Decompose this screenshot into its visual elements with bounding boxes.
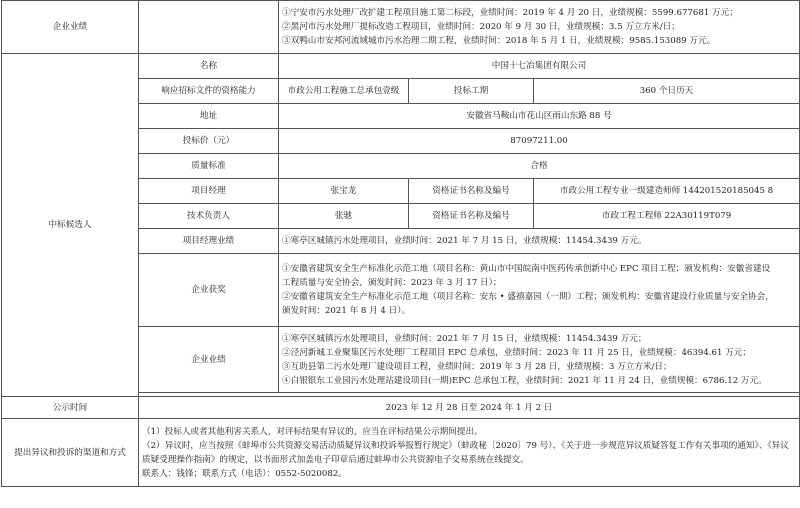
- pm-cert-label: 资格证书名称及编号: [409, 179, 534, 204]
- pm-performance-value: ①寒亭区城镇污水处理项目，业绩时间：2021 年 7 月 15 日，业绩规模：11454.3439 万元。: [279, 229, 800, 254]
- objection-row: [2, 419, 800, 487]
- top-performance-item: ③双鸭山市安邦河流域城市污水治理二期工程，业绩时间：2018 年 5 月 1 日，业绩规模：9585.153089 万元。: [282, 36, 716, 46]
- award-line: ②安徽省建筑安全生产标准化示范工地（项目名称：安东 • 盛禧嘉园（一期）工程；颁发机构：安徽省建设行业质量与安全协会，: [282, 292, 774, 302]
- address-value: 安徽省马鞍山市花山区雨山东路 88 号: [279, 104, 800, 129]
- price-value: 87097211.00: [279, 129, 800, 154]
- pm-performance-label: 项目经理业绩: [139, 229, 279, 254]
- pm-cert-value: 市政公用工程专业一级建造师师 144201520185045 8: [534, 179, 800, 204]
- qualification-label: 响应招标文件的资格能力: [139, 79, 279, 104]
- top-performance-item: ②黑河市污水处理厂提标改造工程项目，业绩时间：2020 年 9 月 30 日，业绩规模：3.5 万立方米/日；: [282, 22, 680, 32]
- performance-item: ①寒亭区城镇污水处理项目，业绩时间：2021 年 7 月 15 日，业绩规模：11454.3439 万元；: [282, 333, 647, 344]
- tech-lead-value: 张驰: [279, 204, 409, 229]
- tech-lead-label: 技术负责人: [139, 204, 279, 229]
- name-value: 中国十七冶集团有限公司: [279, 54, 800, 79]
- awards-label: 企业获奖: [139, 254, 279, 327]
- address-label: 地址: [139, 104, 279, 129]
- objection-line: （2）异议时，应当按照《蚌埠市公共资源交易活动质疑异议和投诉举报暂行规定》（蚌政秘〔2020〕79 号）、《关于进一步规范异议质疑答复工作有关事项的通知》、《异议质疑受理操作指南》的规定，以书面形式加盖电子印章后通过蚌埠市公共资源电子交易系统在线提交。: [142, 440, 789, 465]
- project-manager-label: 项目经理: [139, 179, 279, 204]
- qualification-value: 市政公用工程施工总承包壹级: [279, 79, 409, 104]
- awards-list: [279, 254, 800, 327]
- objection-line: （1）投标人或者其他利害关系人，对评标结果有异议的，应当在评标结果公示期间提出。: [142, 426, 483, 437]
- publicity-label: 公示时间: [2, 397, 139, 419]
- name-row: [2, 54, 800, 79]
- candidate-section-label: 中标候选人: [2, 54, 139, 397]
- top-performance-sublabel: [139, 1, 279, 54]
- bid-result-table: [1, 0, 800, 487]
- price-label: 投标价（元）: [139, 129, 279, 154]
- award-line: 颁发时间：2021 年 8 月 4 日）。: [282, 306, 411, 316]
- tech-cert-label: 资格证书名称及编号: [409, 204, 534, 229]
- top-performance-list: [279, 1, 800, 54]
- objection-label: 提出异议和投诉的渠道和方式: [2, 419, 139, 487]
- company-performance-list: [279, 327, 800, 393]
- quality-value: 合格: [279, 154, 800, 179]
- period-label: 投标工期: [409, 79, 534, 104]
- project-manager-value: 张宝龙: [279, 179, 409, 204]
- top-performance-label: 企业业绩: [2, 1, 139, 54]
- period-value: 360 个日历天: [534, 79, 800, 104]
- tech-cert-value: 市政工程工程师 22A30119T079: [534, 204, 800, 229]
- performance-item: ④白银银东工业园污水处理站建设项目(一期)EPC 总承包工程，业绩时间：2021 年 11 月 24 日，业绩规模：6786.12 万元。: [282, 375, 767, 386]
- objection-line: 联系人：钱锋；联系方式（电话）：0552-5020082。: [142, 468, 347, 479]
- performance-item: ②泾河新城工业聚集区污水处理厂工程项目 EPC 总承包，业绩时间：2023 年 11 月 25 日，业绩规模：46394.61 万元；: [282, 347, 751, 358]
- performance-item: ③互助县第二污水处理厂建设项目工程，业绩时间：2019 年 3 月 28 日，业绩规模：3 万立方米/日；: [282, 361, 672, 372]
- objection-text: [139, 419, 800, 487]
- company-performance-label: 企业业绩: [139, 327, 279, 393]
- publicity-value: 2023 年 12 月 28 日至 2024 年 1 月 2 日: [139, 397, 800, 419]
- award-line: ①安徽省建筑安全生产标准化示范工地（项目名称：黄山市中国皖南中医药传承创新中心 EPC 项目工程；颁发机构：安徽省建设: [282, 264, 771, 274]
- publicity-row: [2, 397, 800, 419]
- top-performance-item: ①宁安市污水处理厂改扩建工程项目施工第二标段，业绩时间：2019 年 4 月 20 日，业绩规模：5599.677681 万元；: [282, 8, 738, 18]
- company-performance-top-row: [2, 1, 800, 54]
- award-line: 工程质量与安全协会，颁发时间：2023 年 3 月 17 日）；: [282, 278, 502, 288]
- name-label: 名称: [139, 54, 279, 79]
- quality-label: 质量标准: [139, 154, 279, 179]
